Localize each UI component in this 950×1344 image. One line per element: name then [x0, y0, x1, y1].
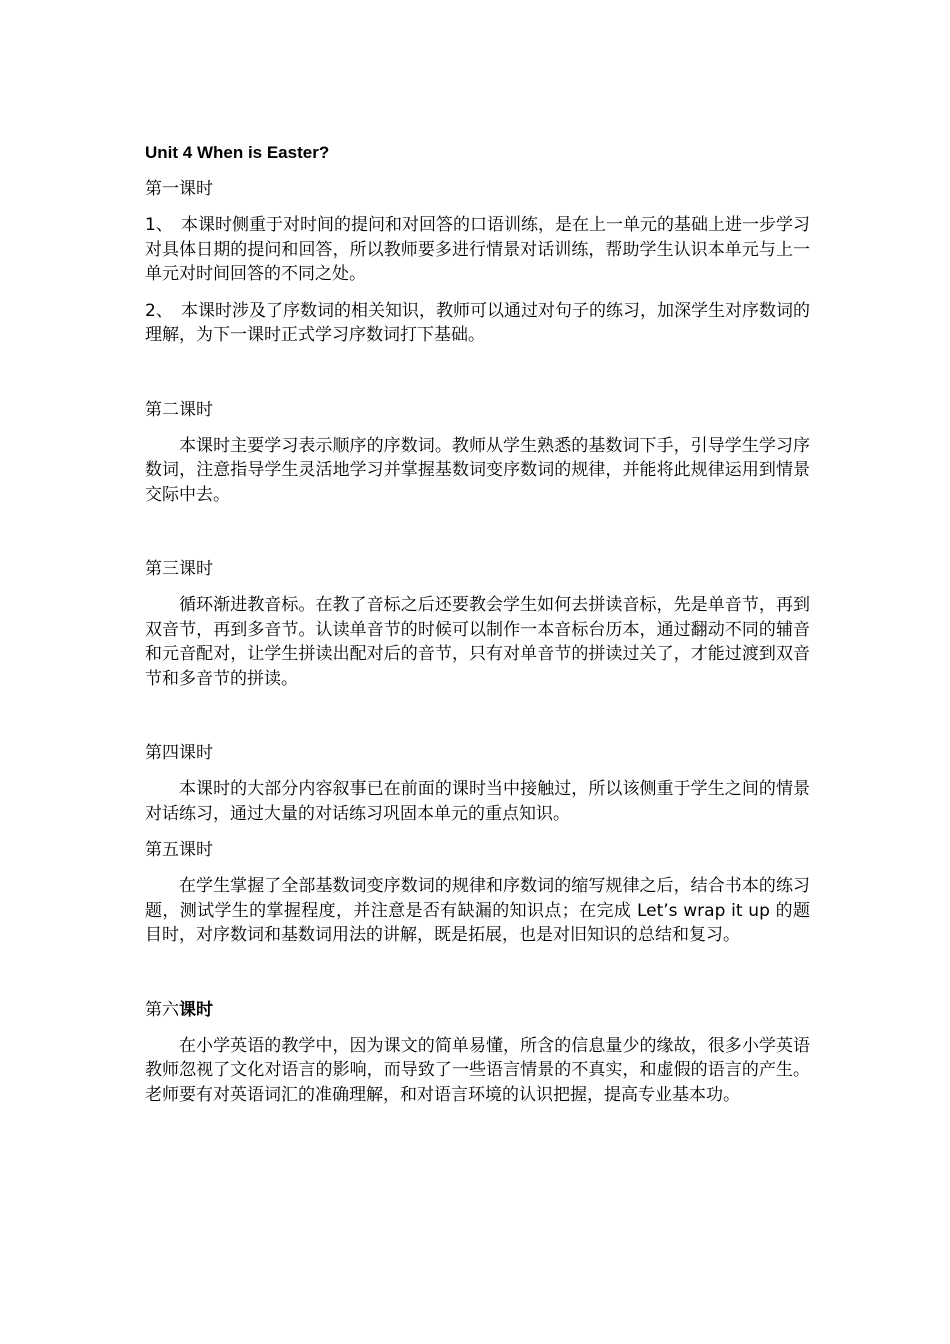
lesson2-paragraph: 本课时主要学习表示顺序的序数词。教师从学生熟悉的基数词下手，引导学生学习序数词，注意指导学生灵活地学习并掌握基数词变序数词的规律，并能将此规律运用到情景交际中去。: [145, 435, 810, 505]
lesson6-paragraph: 在小学英语的教学中，因为课文的简单易懂，所含的信息量少的缘故，很多小学英语教师忽视了文化对语言的影响，而导致了一些语言情景的不真实，和虚假的语言的产生。老师要有对英语词汇的准确理解，和对语言环境的认识把握，提高专业基本功。: [145, 1035, 810, 1105]
spacer: [145, 703, 810, 741]
lesson1-item-2: [145, 299, 810, 348]
document-title: Unit 4 When is Easter?: [145, 143, 330, 162]
lesson1-item-1: [145, 213, 810, 287]
spacer: [145, 519, 810, 557]
list-number: 1、: [145, 215, 173, 235]
spacer: [145, 360, 810, 398]
lesson3-heading: 第三课时: [145, 559, 213, 579]
lesson6-heading-prefix: 第六: [145, 999, 179, 1020]
lesson4-paragraph: 本课时的大部分内容叙事已在前面的课时当中接触过，所以该侧重于学生之间的情景对话练习，通过大量的对话练习巩固本单元的重点知识。: [145, 779, 810, 824]
lesson4-heading: 第四课时: [145, 743, 213, 763]
list-item-text: 本课时侧重于对时间的提问和对回答的口语训练，是在上一单元的基础上进一步学习对具体日期的提问和回答，所以教师要多进行情景对话训练，帮助学生认识本单元与上一单元对时间回答的不同之处。: [145, 215, 810, 284]
lesson5-heading: 第五课时: [145, 840, 213, 860]
lesson1-heading: 第一课时: [145, 179, 213, 199]
document-body: [145, 141, 810, 1119]
lesson3-paragraph: 循环渐进教音标。在教了音标之后还要教会学生如何去拼读音标，先是单音节，再到双音节，再到多音节。认读单音节的时候可以制作一本音标台历本，通过翻动不同的辅音和元音配对，让学生拼读出配对后的音节，只有对单音节的拼读过关了，才能过渡到双音节和多音节的拼读。: [145, 595, 810, 689]
lesson6-heading: [145, 998, 810, 1022]
lesson5-paragraph: 在学生掌握了全部基数词变序数词的规律和序数词的缩写规律之后，结合书本的练习题，测试学生的掌握程度，并注意是否有缺漏的知识点；在完成 Let’s wrap it up 的题目时，对序数词和基数词用法的讲解，既是拓展，也是对旧知识的总结和复习。: [145, 876, 810, 945]
spacer: [145, 960, 810, 998]
list-number: 2、: [145, 300, 173, 321]
lesson6-heading-bold: 课时: [179, 999, 213, 1020]
list-item-text: 本课时涉及了序数词的相关知识，教师可以通过对句子的练习，加深学生对序数词的理解，为下一课时正式学习序数词打下基础。: [145, 300, 810, 345]
lesson2-heading: 第二课时: [145, 399, 213, 420]
